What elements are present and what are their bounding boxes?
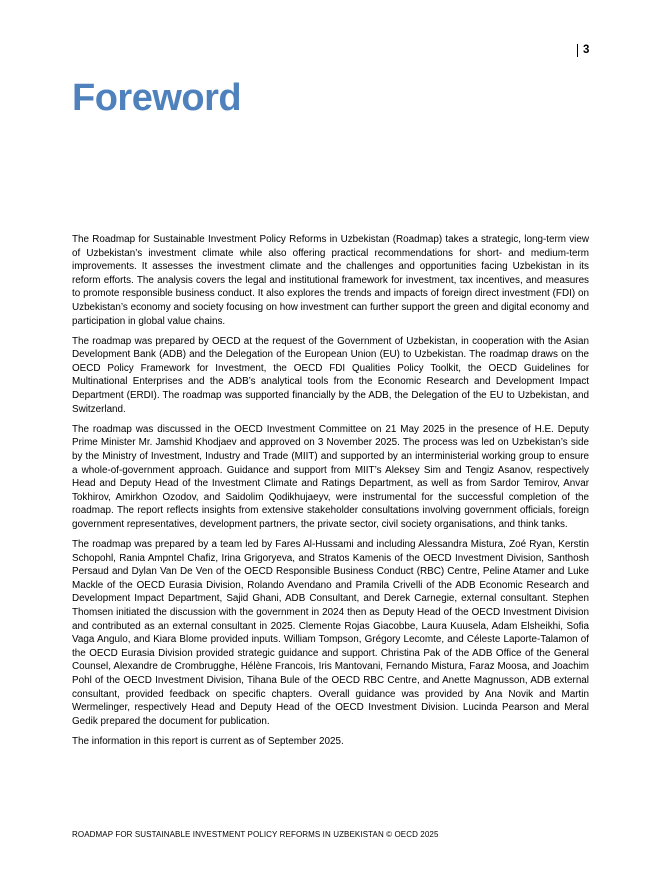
foreword-body [72, 233, 589, 755]
paragraph-2: The roadmap was prepared by OECD at the request of the Government of Uzbekistan, in cooperation with the Asian Development Bank (ADB) and the Delegation of the European Union (EU) to Uzbekistan. The roadmap draws on the OECD Policy Framework for Investment, the OECD FDI Qualities Policy Toolkit, the OECD Guidelines for Multinational Enterprises and the ADB’s analytical tools from the Economic Research and Development Impact Department (ERDI). The roadmap was supported financially by the ADB, the Delegation of the EU to Uzbekistan, and Switzerland. [72, 335, 589, 415]
page-title: Foreword [72, 77, 242, 119]
paragraph-3: The roadmap was discussed in the OECD Investment Committee on 21 May 2025 in the presence of H.E. Deputy Prime Minister Mr. Jamshid Khodjaev and approved on 3 November 2025. The process was led on Uzbekistan’s side by the Ministry of Investment, Industry and Trade (MIIT) and supported by an interministerial working group to ensure a whole-of-government approach. Guidance and support from MIIT’s Aleksey Sim and Tengiz Asanov, respectively Head and Deputy Head of the Investment Climate and Ratings Department, as well as from Sardor Temirov, Anvar Tokhirov, Amirkhon Ozodov, and Saidolim Qodikhujaeyv, were instrumental for the successful completion of the roadmap. The report reflects insights from extensive stakeholder consultations involving government officials, foreign government representatives, development partners, the private sector, civil society organisations, and think tanks. [72, 423, 589, 530]
paragraph-4: The roadmap was prepared by a team led by Fares Al-Hussami and including Alessandra Mistura, Zoé Ryan, Kerstin Schopohl, Rania Ampntel Chafiz, Irina Grigoryeva, and Stratos Kamenis of the OECD Investment Division, Santhosh Persaud and Dylan Van De Ven of the OECD Responsible Business Conduct (RBC) Centre, Peline Atamer and Luke Mackle of the OECD Eurasia Division, Rolando Avendano and Pramila Crivelli of the ADB Economic Research and Development Impact Department, Sajid Ghani, ADB Consultant, and Derek Carnegie, external consultant. Stephen Thomsen initiated the discussion with the government in 2024 then as Deputy Head of the OECD Investment Division and contributed as an external consultant in 2025. Clemente Rojas Giacobbe, Laura Kuusela, Adam Elsheikhi, Sofia Vaga Angulo, and Kiara Blome provided inputs. William Tompson, Grégory Lecomte, and Céleste Laporte-Talamon of the OECD Eurasia Division provided strategic guidance and support. Christina Pak of the ADB Office of the General Counsel, Alexandre de Crombrugghe, Hélène Francois, Iris Mantovani, Fernando Mistura, Faraz Moosa, and Joachim Pohl of the OECD Investment Division, Tihana Bule of the OECD RBC Centre, and Anette Magnusson, ADB external consultant, provided feedback on specific chapters. Overall guidance was provided by Ana Novik and Martin Wermelinger, respectively Head and Deputy Head of the OECD Investment Division. Lucinda Pearson and Meral Gedik prepared the document for publication. [72, 538, 589, 727]
page-number: 3 [577, 44, 589, 57]
page-footer: ROADMAP FOR SUSTAINABLE INVESTMENT POLICY REFORMS IN UZBEKISTAN © OECD 2025 [72, 830, 439, 839]
paragraph-1: The Roadmap for Sustainable Investment Policy Reforms in Uzbekistan (Roadmap) takes a strategic, long-term view of Uzbekistan’s investment climate while also offering practical recommendations for short- and medium-term improvements. It assesses the investment climate and the challenges and opportunities facing Uzbekistan in its reform efforts. The analysis covers the legal and institutional framework for investment, tax incentives, and measures to promote responsible business conduct. It also explores the trends and impacts of foreign direct investment (FDI) on Uzbekistan’s economy and society focusing on how investment can further support the green and digital economy and participation in global value chains. [72, 234, 589, 327]
paragraph-5: The information in this report is current as of September 2025. [72, 735, 344, 747]
